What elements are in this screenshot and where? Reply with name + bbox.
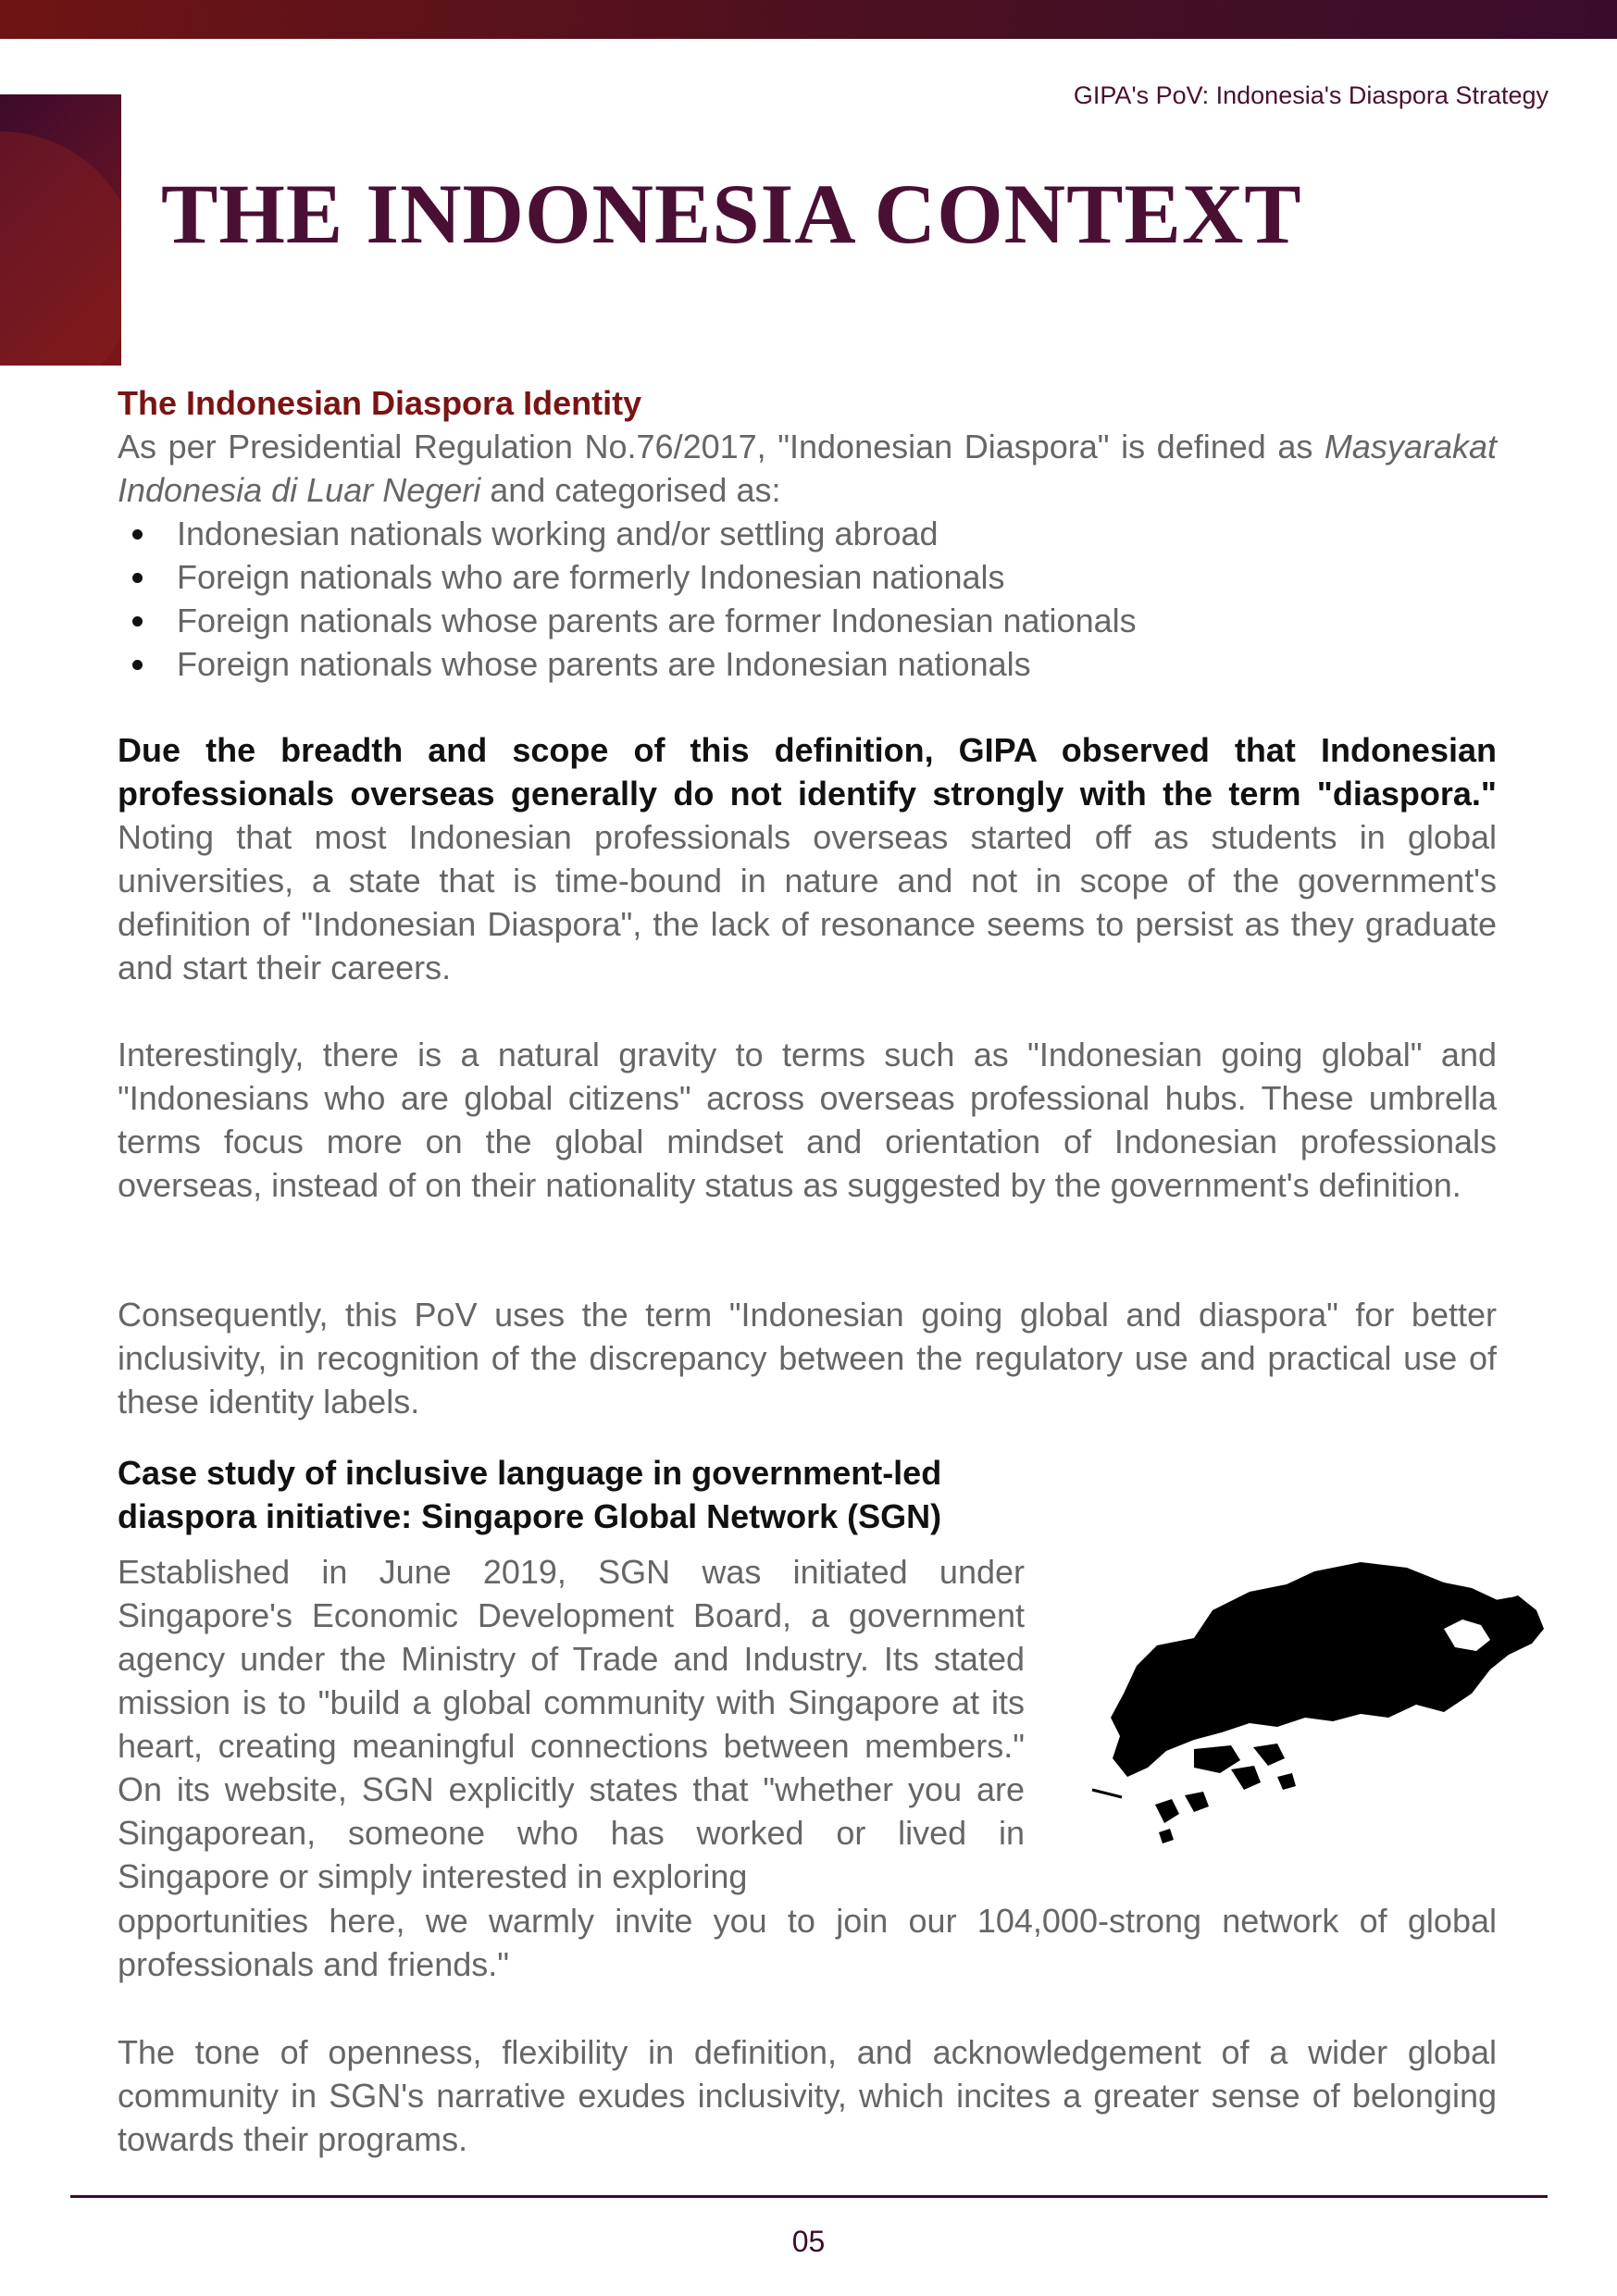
case-study-body: Established in June 2019, SGN was initiated under Singapore's Economic Development Board, a government agency under the Ministry of Trade and Industry. Its stated mission is to "build a global community with Singapore at its heart, creating meaningful connections between members." On its website, SGN explicitly states that "whether you are Singaporean, someone who has worked or lived in Singapore or simply interested in exploring	[118, 1553, 1025, 1895]
consequently-paragraph: Consequently, this PoV uses the term "Indonesian going global and diaspora" for better inclusivity, in recognition of the discrepancy between the regulatory use and practical use of these identity labels.	[118, 1296, 1497, 1421]
top-accent-bar	[0, 0, 1617, 39]
document-header-title: GIPA's PoV: Indonesia's Diaspora Strategy	[1073, 81, 1549, 109]
identity-category-list	[118, 512, 1497, 686]
case-study-heading: Case study of inclusive language in government-led diaspora initiative: Singapore Global Network (SGN)	[118, 1454, 942, 1535]
regulation-term: Masyarakat Indonesia di Luar Negeri	[118, 428, 1497, 509]
page-number: 05	[791, 2225, 826, 2258]
list-item: Foreign nationals whose parents are Indonesian nationals	[118, 642, 1497, 686]
observation-bold: Due the breadth and scope of this definition, GIPA observed that Indonesian professionals overseas generally do not identify strongly with the term "diaspora."	[118, 731, 1497, 813]
singapore-map-illustration	[1055, 1555, 1555, 1888]
list-item: Indonesian nationals working and/or settling abroad	[118, 512, 1497, 555]
identity-intro: As per Presidential Regulation No.76/2017, "Indonesian Diaspora" is defined as Masyarakat Indonesia di Luar Negeri and categorised as:	[118, 428, 1497, 509]
list-item: Foreign nationals who are formerly Indonesian nationals	[118, 555, 1497, 599]
page-title: THE INDONESIA CONTEXT	[161, 167, 1302, 261]
gravity-paragraph: Interestingly, there is a natural gravity to terms such as "Indonesian going global" and "Indonesians who are global citizens" across overseas professional hubs. These umbrella terms focus more on the global mindset and orientation of Indonesian professionals overseas, instead of on their nationality status as suggested by the government's definition.	[118, 1036, 1497, 1204]
case-study-body-continued: opportunities here, we warmly invite you to join our 104,000-strong network of global professionals and friends."	[118, 1902, 1497, 1983]
footer-divider	[70, 2195, 1548, 2198]
observation-paragraph: Due the breadth and scope of this definition, GIPA observed that Indonesian professionals overseas generally do not identify strongly with the term "diaspora." Noting that most Indonesian professionals overseas started off as students in global universities, a state that is time-bound in nature and not in scope of the government's definition of "Indonesian Diaspora", the lack of resonance seems to persist as they graduate and start their careers.	[118, 731, 1497, 987]
list-item: Foreign nationals whose parents are former Indonesian nationals	[118, 599, 1497, 642]
closing-paragraph: The tone of openness, flexibility in definition, and acknowledgement of a wider global community in SGN's narrative exudes inclusivity, which incites a greater sense of belonging towards their programs.	[118, 2033, 1497, 2158]
identity-heading: The Indonesian Diaspora Identity	[118, 384, 642, 422]
corner-decoration	[0, 94, 121, 366]
